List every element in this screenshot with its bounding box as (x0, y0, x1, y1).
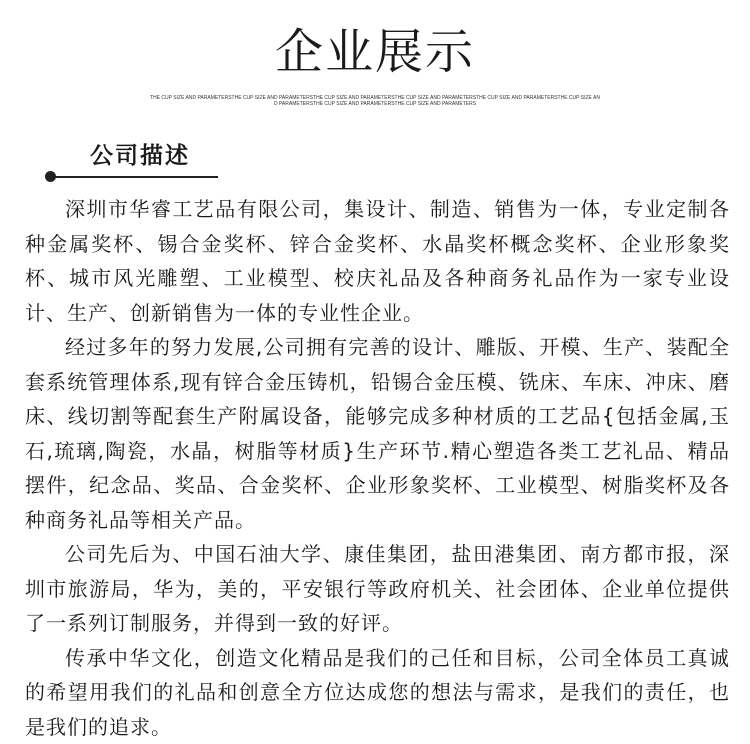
paragraph-mission: 传承中华文化，创造文化精品是我们的己任和目标，公司全体员工真诚的希望用我们的礼品和创意全方位达成您的想法与需求，是我们的责任，也是我们的追求。 (25, 641, 730, 744)
paragraph-capabilities: 经过多年的努力发展,公司拥有完善的设计、雕版、开模、生产、装配全套系统管理体系,现有锌合金压铸机，铅锡合金压模、铣床、车床、冲床、磨床、线切割等配套生产附属设备，能够完成多种材质的工艺品{包括金属,玉石,琉璃,陶瓷，水晶，树脂等材质}生产环节.精心塑造各类工艺礼品、精品摆件，纪念品、奖品、合金奖杯、企业形象奖杯、工业模型、树脂奖杯及各种商务礼品等相关产品。 (25, 330, 730, 537)
paragraph-intro: 深圳市华睿工艺品有限公司，集设计、制造、销售为一体，专业定制各种金属奖杯、锡合金奖杯、锌合金奖杯、水晶奖杯概念奖杯、企业形象奖杯、城市风光雕塑、工业模型、校庆礼品及各种商务礼品作为一家专业设计、生产、创新销售为一体的专业性企业。 (25, 192, 730, 330)
paragraph-clients: 公司先后为、中国石油大学、康佳集团，盐田港集团、南方都市报，深圳市旅游局，华为，美的，平安银行等政府机关、社会团体、企业单位提供了一系列订制服务，并得到一致的好评。 (25, 537, 730, 641)
heading-underline (48, 176, 218, 178)
section-heading: 公司描述 (90, 142, 190, 170)
page-title: 企业展示 (0, 22, 750, 82)
company-description (25, 192, 730, 744)
page-subtitle: THE CUP SIZE AND PARAMETERSTHE CUP SIZE AND PARAMETERSTHE CUP SIZE AND PARAMETERSTHE CUP SIZE AND PARAMETERSTHE CUP SIZE AND PARAMETERSTHE CUP SIZE AND PARAMETERSTHE CUP SIZE AND PARAMETERSTHE CUP SIZE AND PARAMETERS (150, 95, 600, 107)
